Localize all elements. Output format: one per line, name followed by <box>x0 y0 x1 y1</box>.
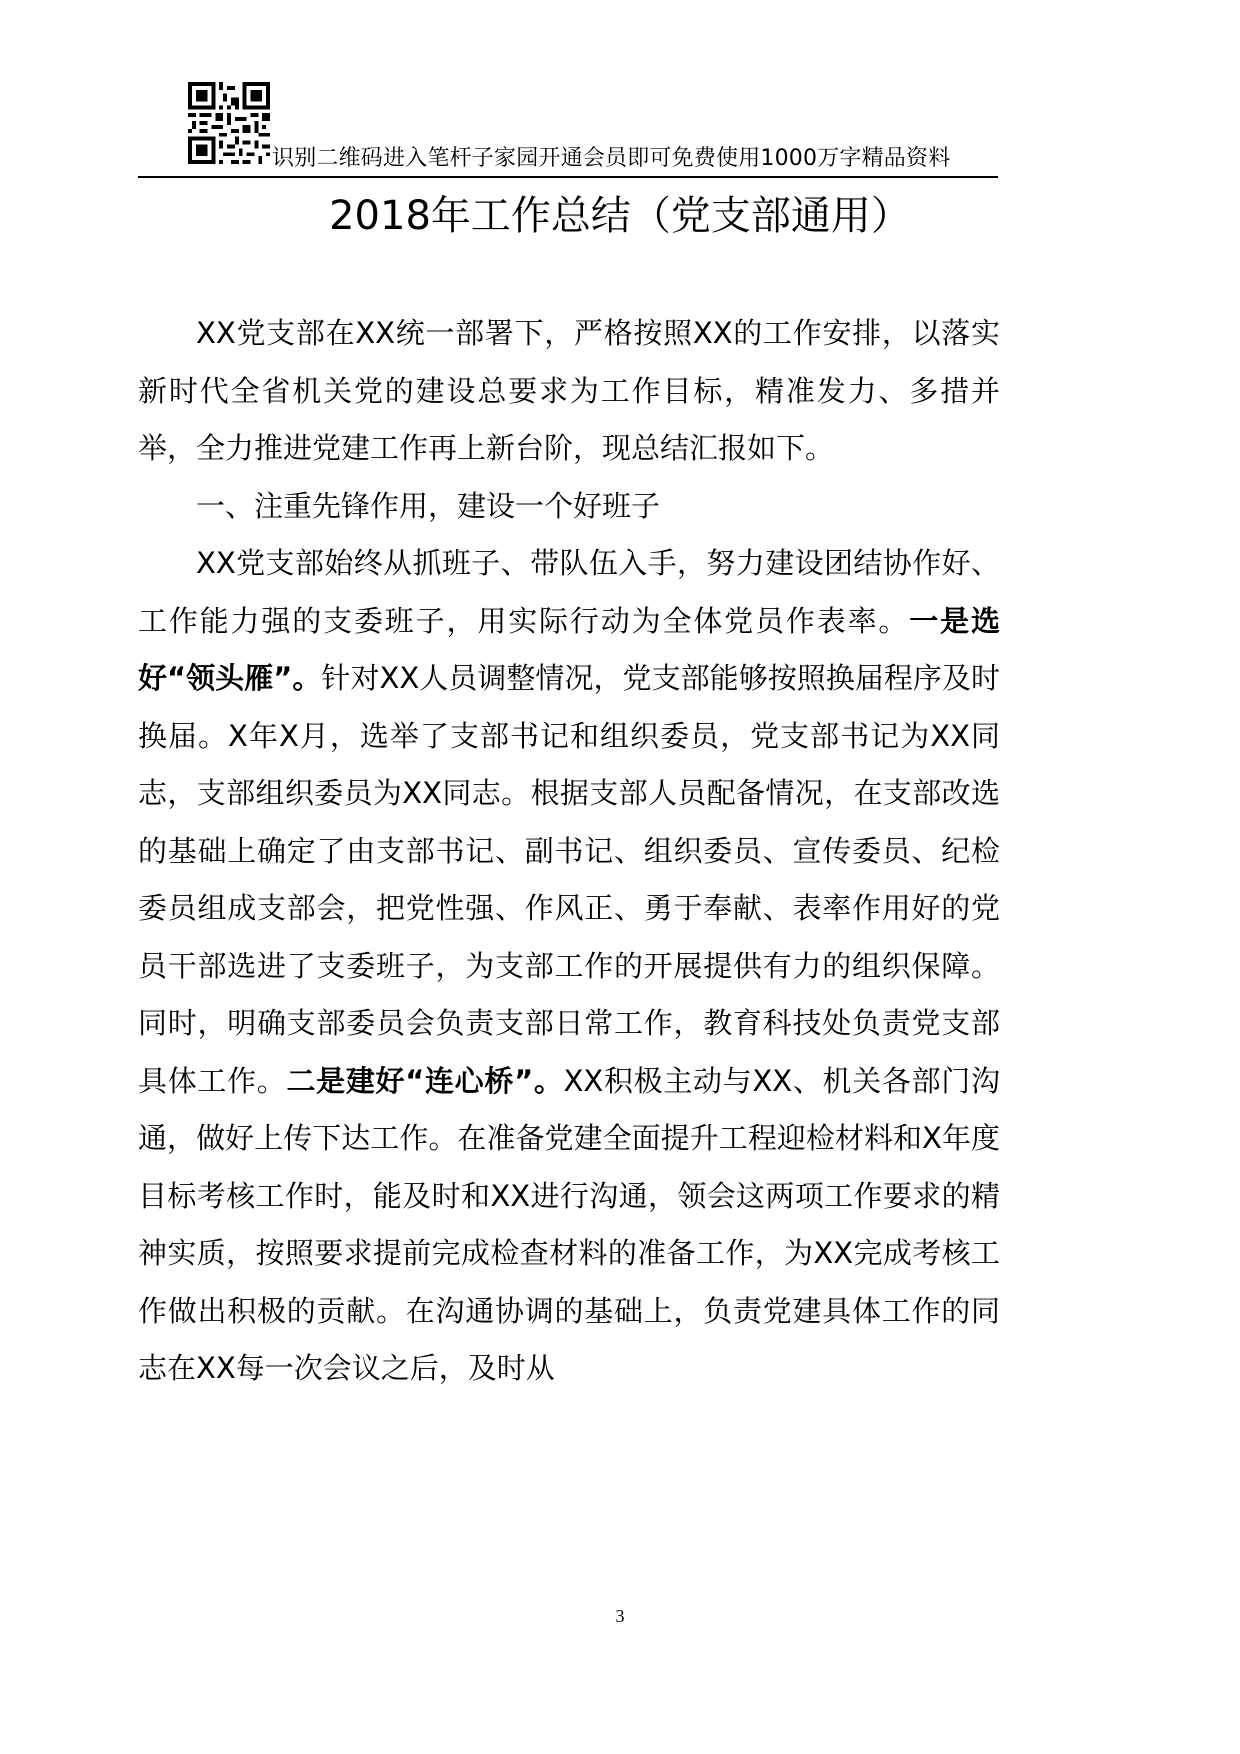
page-number: 3 <box>615 1606 625 1626</box>
qr-code-image <box>188 82 270 164</box>
bold-point-1: 一是选好“领头雁”。 <box>138 603 1000 695</box>
paragraph-text: XX积极主动与XX、机关各部门沟通，做好上传下达工作。在准备党建全面提升工程迎检材料和X年度目标考核工作时，能及时和XX进行沟通，领会这两项工作要求的精神实质，按照要求提前完成检查材料的准备工作，为XX完成考核工作做出积极的贡献。在沟通协调的基础上，负责党建具体工作的同志在XX每一次会议之后，及时从 <box>138 1063 1000 1385</box>
paragraph-intro <box>138 305 1000 478</box>
document-title: 2018年工作总结（党支部通用） <box>329 193 911 239</box>
document-body <box>138 305 1000 1398</box>
bold-point-2: 二是建好“连心桥”。 <box>286 1063 564 1098</box>
paragraph-text: XX党支部在XX统一部署下，严格按照XX的工作安排，以落实新时代全省机关党的建设总要求为工作目标，精准发力、多措并举，全力推进党建工作再上新台阶，现总结汇报如下。 <box>138 316 1000 465</box>
header-divider <box>138 176 998 178</box>
header-promo-note: 识别二维码进入笔杆子家园开通会员即可免费使用1000万字精品资料 <box>272 146 951 171</box>
section-heading-1 <box>138 478 1000 536</box>
paragraph-text: 针对XX人员调整情况，党支部能够按照换届程序及时换届。X年X月，选举了支部书记和组织委员，党支部书记为XX同志，支部组织委员为XX同志。根据支部人员配备情况，在支部改选的基础上确定了由支部书记、副书记、组织委员、宣传委员、纪检委员组成支部会，把党性强、作风正、勇于奉献、表率作用好的党员干部选进了支委班子，为支部工作的开展提供有力的组织保障。同时，明确支部委员会负责支部日常工作，教育科技处负责党支部具体工作。 <box>138 661 1001 1098</box>
paragraph-section-1 <box>138 535 1000 1398</box>
section-heading-text: 一、注重先锋作用，建设一个好班子 <box>196 488 661 523</box>
paragraph-text: XX党支部始终从抓班子、带队伍入手，努力建设团结协作好、工作能力强的支委班子，用实际行动为全体党员作表率。 <box>138 546 1000 638</box>
